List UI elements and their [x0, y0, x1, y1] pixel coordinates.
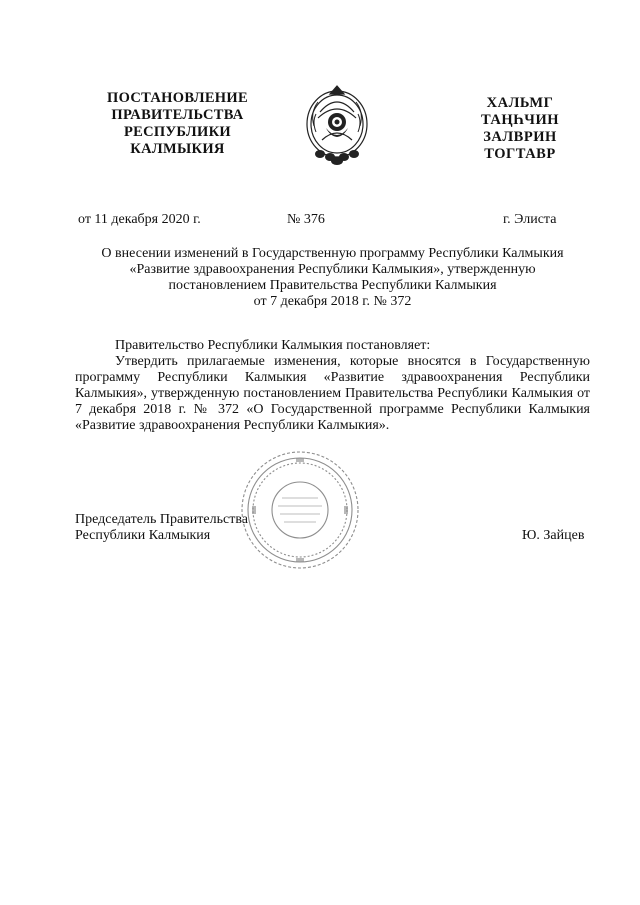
document-city: г. Элиста	[503, 212, 557, 227]
signatory-position	[75, 512, 248, 544]
signatory-position-line: Республики Калмыкия	[75, 528, 211, 543]
title-line: «Развитие здравоохранения Республики Калмыкия», утвержденную	[129, 262, 536, 277]
signatory-name: Ю. Зайцев	[522, 528, 585, 543]
document-date: от 11 декабря 2020 г.	[78, 212, 201, 227]
header-left-title	[90, 90, 265, 158]
header-right-line: ТОГТАВР	[484, 146, 556, 162]
title-line: от 7 декабря 2018 г. № 372	[253, 294, 412, 309]
round-seal-stamp-icon	[238, 448, 362, 572]
signatory-position-line: Председатель Правительства	[75, 512, 248, 527]
header-left-line: КАЛМЫКИЯ	[130, 141, 225, 157]
document-number: № 376	[287, 212, 325, 227]
coat-of-arms-icon	[300, 82, 374, 168]
header-left-line: ПРАВИТЕЛЬСТВА	[111, 107, 244, 123]
document-body	[75, 338, 590, 448]
document-title	[75, 246, 590, 310]
header-right-title	[460, 95, 580, 163]
title-line: постановлением Правительства Республики Калмыкия	[168, 278, 497, 293]
header-right-line: ХАЛЬМГ	[486, 95, 554, 111]
title-line: О внесении изменений в Государственную программу Республики Калмыкия	[101, 246, 564, 261]
header-right-line: ТАҢҺЧИН	[480, 112, 560, 128]
body-main-paragraph: Утвердить прилагаемые изменения, которые вносятся в Государственную программу Республики Калмыкия «Развитие здравоохранения Республики Калмыкия», утвержденную постановлением Правительства Республики Калмыкия от 7 декабря 2018 г. № 372 «О Государственной программе Республики Калмыкия «Развитие здравоохранения Республики Калмыкия».	[75, 354, 590, 433]
body-intro: Правительство Республики Калмыкия постановляет:	[115, 338, 431, 353]
header-left-line: РЕСПУБЛИКИ	[123, 124, 232, 140]
header-right-line: ЗАЛВРИН	[483, 129, 557, 145]
header-left-line: ПОСТАНОВЛЕНИЕ	[107, 90, 248, 106]
